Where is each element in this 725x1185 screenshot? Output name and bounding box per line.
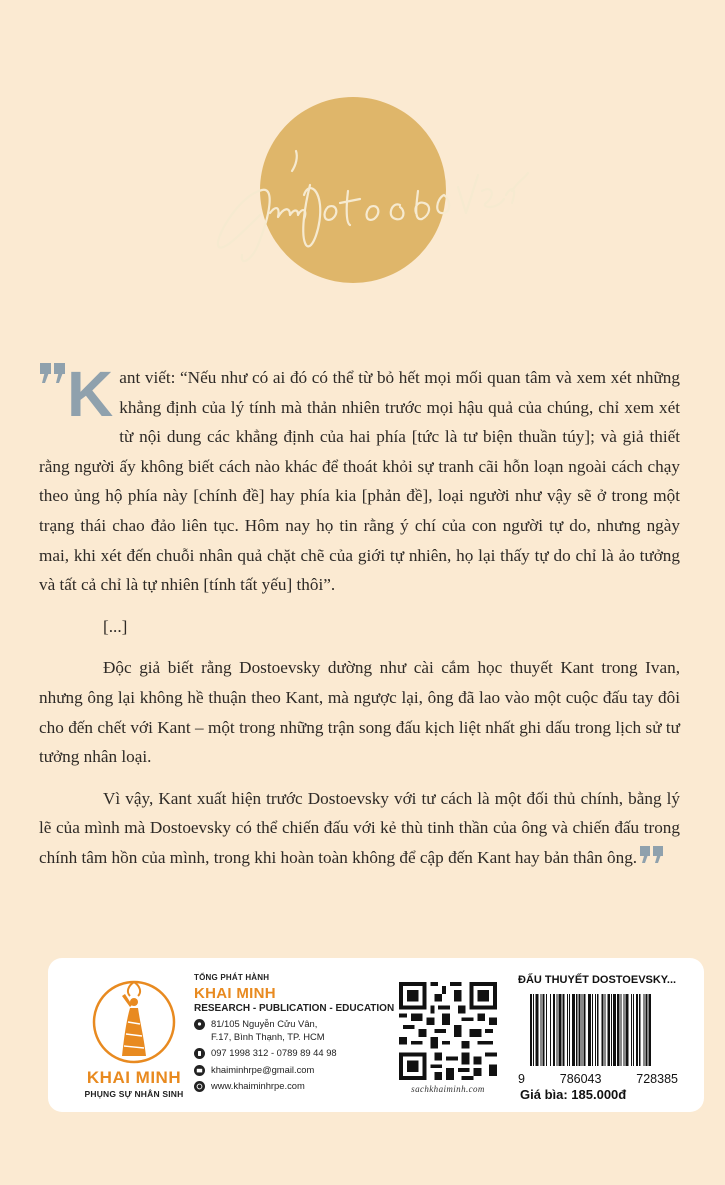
website-row [194,1080,404,1093]
paragraph-text: ant viết: “Nếu như có ai đó có thể từ bỏ hết mọi mối quan tâm và xem xét những khẳng định của lý tính mà thản nhiên trước mọi hậu quả của chúng, chỉ xem xét từ nội dung các khẳng định của hai phía [tức là tư biện thuần túy]; và giả thiết rằng người ấy không biết cách nào khác để thoát khỏi sự tranh cãi hỗn loạn ngoài cách chạy theo ủng hộ phía này [chính đề] hay phía kia [phản đề], loại người như vậy sẽ ở trong một trạng thái chao đảo liên tục. Hôm nay họ tin rằng ý chí của con người tự do, nhưng ngày mai, khi xét đến chuỗi nhân quả chặt chẽ của giới tự nhiên, họ lại thấy tự do chỉ là ảo tưởng và tất cả chỉ là tự nhiên [tính tất yếu] thôi”. [39,368,680,595]
barcode-book-title: ĐẤU THUYẾT DOSTOEVSKY... [518,974,677,986]
barcode-block [518,974,688,1102]
distributor-label: TỔNG PHÁT HÀNH [194,973,270,982]
goddess-logo-icon [92,972,176,1068]
email-link[interactable]: khaiminhrpe@gmail.com [211,1063,315,1075]
publisher-panel [48,958,704,1112]
cover-price: Giá bìa: 185.000đ [520,1087,627,1102]
quote-paragraph-1 [39,358,680,600]
website-link[interactable]: www.khaiminhrpe.com [211,1080,305,1091]
publisher-logo [74,972,194,1108]
close-quote-icon [639,845,665,865]
drop-cap: K [67,358,114,430]
location-icon [194,1019,205,1030]
barcode-first-digit: 9 [518,1072,525,1086]
email-row [194,1064,404,1077]
quote-paragraph-3 [39,784,680,873]
barcode-bars [518,994,678,1066]
globe-icon [194,1081,205,1092]
signature-emblem [200,95,530,285]
phone-row [194,1047,404,1060]
qr-caption: sachkhaiminh.com [411,1084,485,1094]
barcode-right-digits: 728385 [636,1072,678,1086]
qr-code[interactable] [399,982,497,1080]
quote-block [39,358,680,873]
address-line-2: F.17, Bình Thạnh, TP. HCM [211,1030,325,1042]
publisher-tagline: RESEARCH - PUBLICATION - EDUCATION [194,1003,395,1014]
logo-name: KHAI MINH [86,1068,182,1087]
ellipsis-paragraph: [...] [103,616,128,636]
logo-slogan: PHỤNG SỰ NHÂN SINH [84,1089,184,1099]
address-row [194,1018,404,1043]
publisher-name: KHAI MINH [194,985,276,1002]
publisher-info [194,973,404,1093]
barcode-digits [518,1072,678,1086]
address-line-1: 81/105 Nguyễn Cửu Vân, [211,1018,318,1029]
phone-icon [194,1048,205,1059]
mail-icon [194,1065,205,1076]
open-quote-icon [39,361,69,391]
phone-text: 097 1998 312 - 0789 89 44 98 [211,1047,337,1058]
quote-paragraph-2: Độc giả biết rằng Dostoevsky dường như cài cắm học thuyết Kant trong Ivan, nhưng ông lại không hề thuận theo Kant, mà ngược lại, ông đã lao vào một cuộc đấu tay đôi cho đến chết với Kant – một trong những trận song đấu kịch liệt nhất ghi dấu trong lịch sử tư tưởng nhân loại. [39,658,680,767]
paragraph-text: Vì vậy, Kant xuất hiện trước Dostoevsky với tư cách là một đối thủ chính, bằng lý lẽ của mình mà Dostoevsky có thể chiến đấu với kẻ thù tinh thần của ông và chiến đấu trong chính tâm hồn của mình, trong khi hoàn toàn không để cập đến Kant hay bản thân ông. [39,788,680,867]
barcode-left-digits: 786043 [559,1072,602,1086]
